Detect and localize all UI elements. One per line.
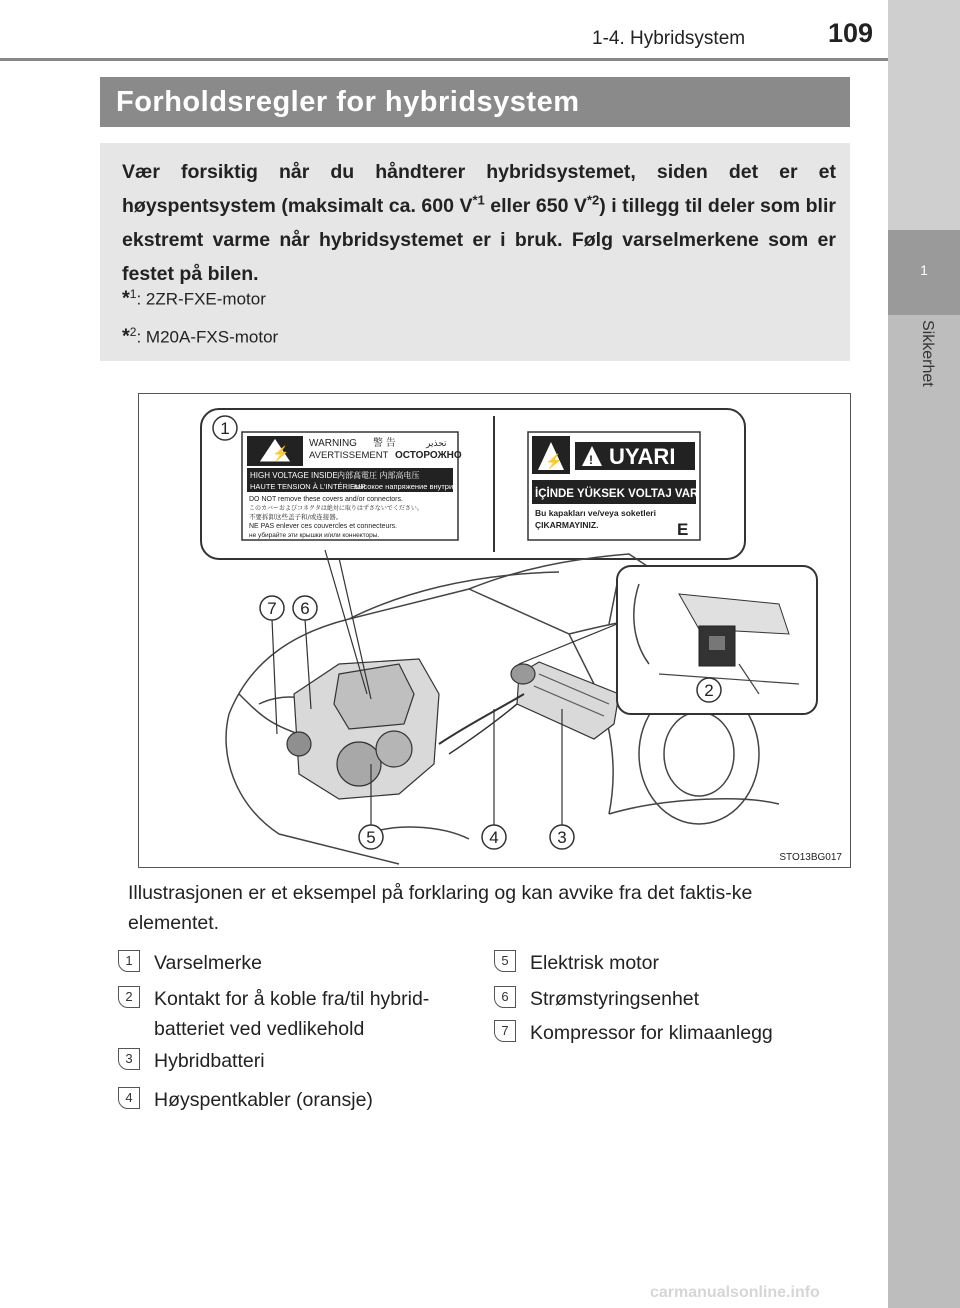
callout-number: 4 <box>489 828 499 847</box>
legend-number-badge: 1 <box>118 950 140 972</box>
watermark: carmanualsonline.info <box>650 1284 820 1301</box>
footnote-sup: 1 <box>129 287 137 301</box>
svg-text:⚡: ⚡ <box>272 445 290 461</box>
warning-label-right <box>528 432 700 540</box>
intro-text <box>122 155 836 291</box>
callout-number: 5 <box>366 828 376 847</box>
hybrid-system-illustration <box>138 393 851 868</box>
section-title: Forholdsregler for hybridsystem <box>100 77 850 127</box>
label-warning-jp: 警 告 <box>373 438 396 449</box>
legend-text: Hybridbatteri <box>154 1050 265 1072</box>
callout-number: 3 <box>557 828 567 847</box>
footnote-1 <box>122 287 266 311</box>
label-uyari: UYARI <box>609 444 676 469</box>
intro-text-part3: ) i tillegg til deler som blir ekstremt varme når hybridsystemet er i bruk. Følg varselmerkene som er festet på bilen. <box>122 195 836 285</box>
intro-text-part1: Vær forsiktig når du håndterer hybridsystemet, siden det er et høyspentsystem (maksimalt ca. 600 V <box>122 161 836 217</box>
figure-code: STO13BG017 <box>779 852 842 863</box>
header-divider <box>0 58 888 61</box>
label-remove-tr: Bu kapakları ve/veya soketleri <box>535 508 656 518</box>
label-hv-fr: HAUTE TENSION À L'INTÉRIEUR <box>250 482 366 491</box>
label-letter: E <box>677 520 689 539</box>
inset-leader <box>519 624 617 664</box>
figure-caption: Illustrasjonen er et eksempel på forklaring og kan avvike fra det faktis-ke elementet. <box>128 882 753 934</box>
label-ostorozhno: ОСТОРОЖНО <box>395 450 462 461</box>
illustration-svg <box>139 394 850 867</box>
legend-number-badge: 3 <box>118 1048 140 1070</box>
intro-text-part2: eller 650 V <box>484 195 587 217</box>
warning-label-left <box>242 432 462 540</box>
legend-text: Kontakt for å koble fra/til hybrid- <box>154 988 430 1010</box>
chapter-sidebar <box>888 0 960 1308</box>
label-hv-ru: высокое напряжение внутри <box>354 482 454 491</box>
label-warning-ar: تحذير <box>426 439 447 449</box>
legend-number-badge: 5 <box>494 950 516 972</box>
legend-number-badge: 7 <box>494 1020 516 1042</box>
hv-cable <box>439 694 524 744</box>
page-number: 109 <box>828 18 874 48</box>
footnote-2 <box>122 325 278 349</box>
svg-text:!: ! <box>589 453 593 467</box>
footnote-sup: 2 <box>129 325 137 339</box>
legend-text: Strømstyringsenhet <box>530 988 700 1010</box>
chapter-label: Sikkerhet <box>919 320 936 387</box>
sidebar-top-block <box>888 0 960 230</box>
footnote-text: : M20A-FXS-motor <box>136 327 279 347</box>
label-hv-tr: İÇİNDE YÜKSEK VOLTAJ VAR <box>535 488 699 500</box>
legend-text: Høyspentkabler (oransje) <box>154 1089 373 1111</box>
label-remove-tr2: ÇIKARMAYINIZ. <box>535 520 599 530</box>
legend-text: Kompressor for klimaanlegg <box>530 1022 773 1044</box>
intro-sup1: *1 <box>472 192 485 208</box>
callout-number: 1 <box>220 419 230 438</box>
intro-sup2: *2 <box>586 192 600 208</box>
footnote-star: * <box>122 287 130 310</box>
header-section: 1-4. Hybridsystem <box>592 28 746 49</box>
legend-number-badge: 2 <box>118 986 140 1008</box>
hybrid-battery <box>511 662 619 739</box>
label-hv-inside: HIGH VOLTAGE INSIDE <box>250 471 338 480</box>
label-avertissement: AVERTISSEMENT <box>309 450 389 461</box>
label-dont-remove-fr: NE PAS enlever ces couvercles et connecteurs. <box>249 523 398 530</box>
callout-number: 7 <box>267 599 277 618</box>
legend-text: Varselmerke <box>154 952 263 974</box>
label-dont-remove-cn: 不要拆卸这些盖子和/或连接器。 <box>249 513 343 521</box>
hv-cable-2 <box>449 704 517 754</box>
label-dont-remove: DO NOT remove these covers and/or connectors. <box>249 496 403 503</box>
legend-text: Elektrisk motor <box>530 952 659 974</box>
label-warning: WARNING <box>309 438 357 449</box>
legend-number-badge: 4 <box>118 1087 140 1109</box>
label-hv-cn: 内部高電圧 内部高电压 <box>337 471 420 480</box>
legend-number-badge: 6 <box>494 986 516 1008</box>
footnote-text: : 2ZR-FXE-motor <box>136 289 266 309</box>
callout-number: 2 <box>704 681 714 700</box>
label-dont-remove-ru: не убирайте эти крышки и/или коннекторы. <box>249 532 380 539</box>
label-dont-remove-jp: このカバーおよびコネクタは絶対に取りはずさないでください。 <box>249 505 423 512</box>
legend-text-line2: batteriet ved vedlikehold <box>154 1018 365 1040</box>
callout-number: 6 <box>300 599 310 618</box>
intro-box <box>100 143 850 361</box>
footnote-star: * <box>122 325 130 348</box>
svg-text:⚡: ⚡ <box>545 453 563 469</box>
chapter-number: 1 <box>920 262 928 278</box>
